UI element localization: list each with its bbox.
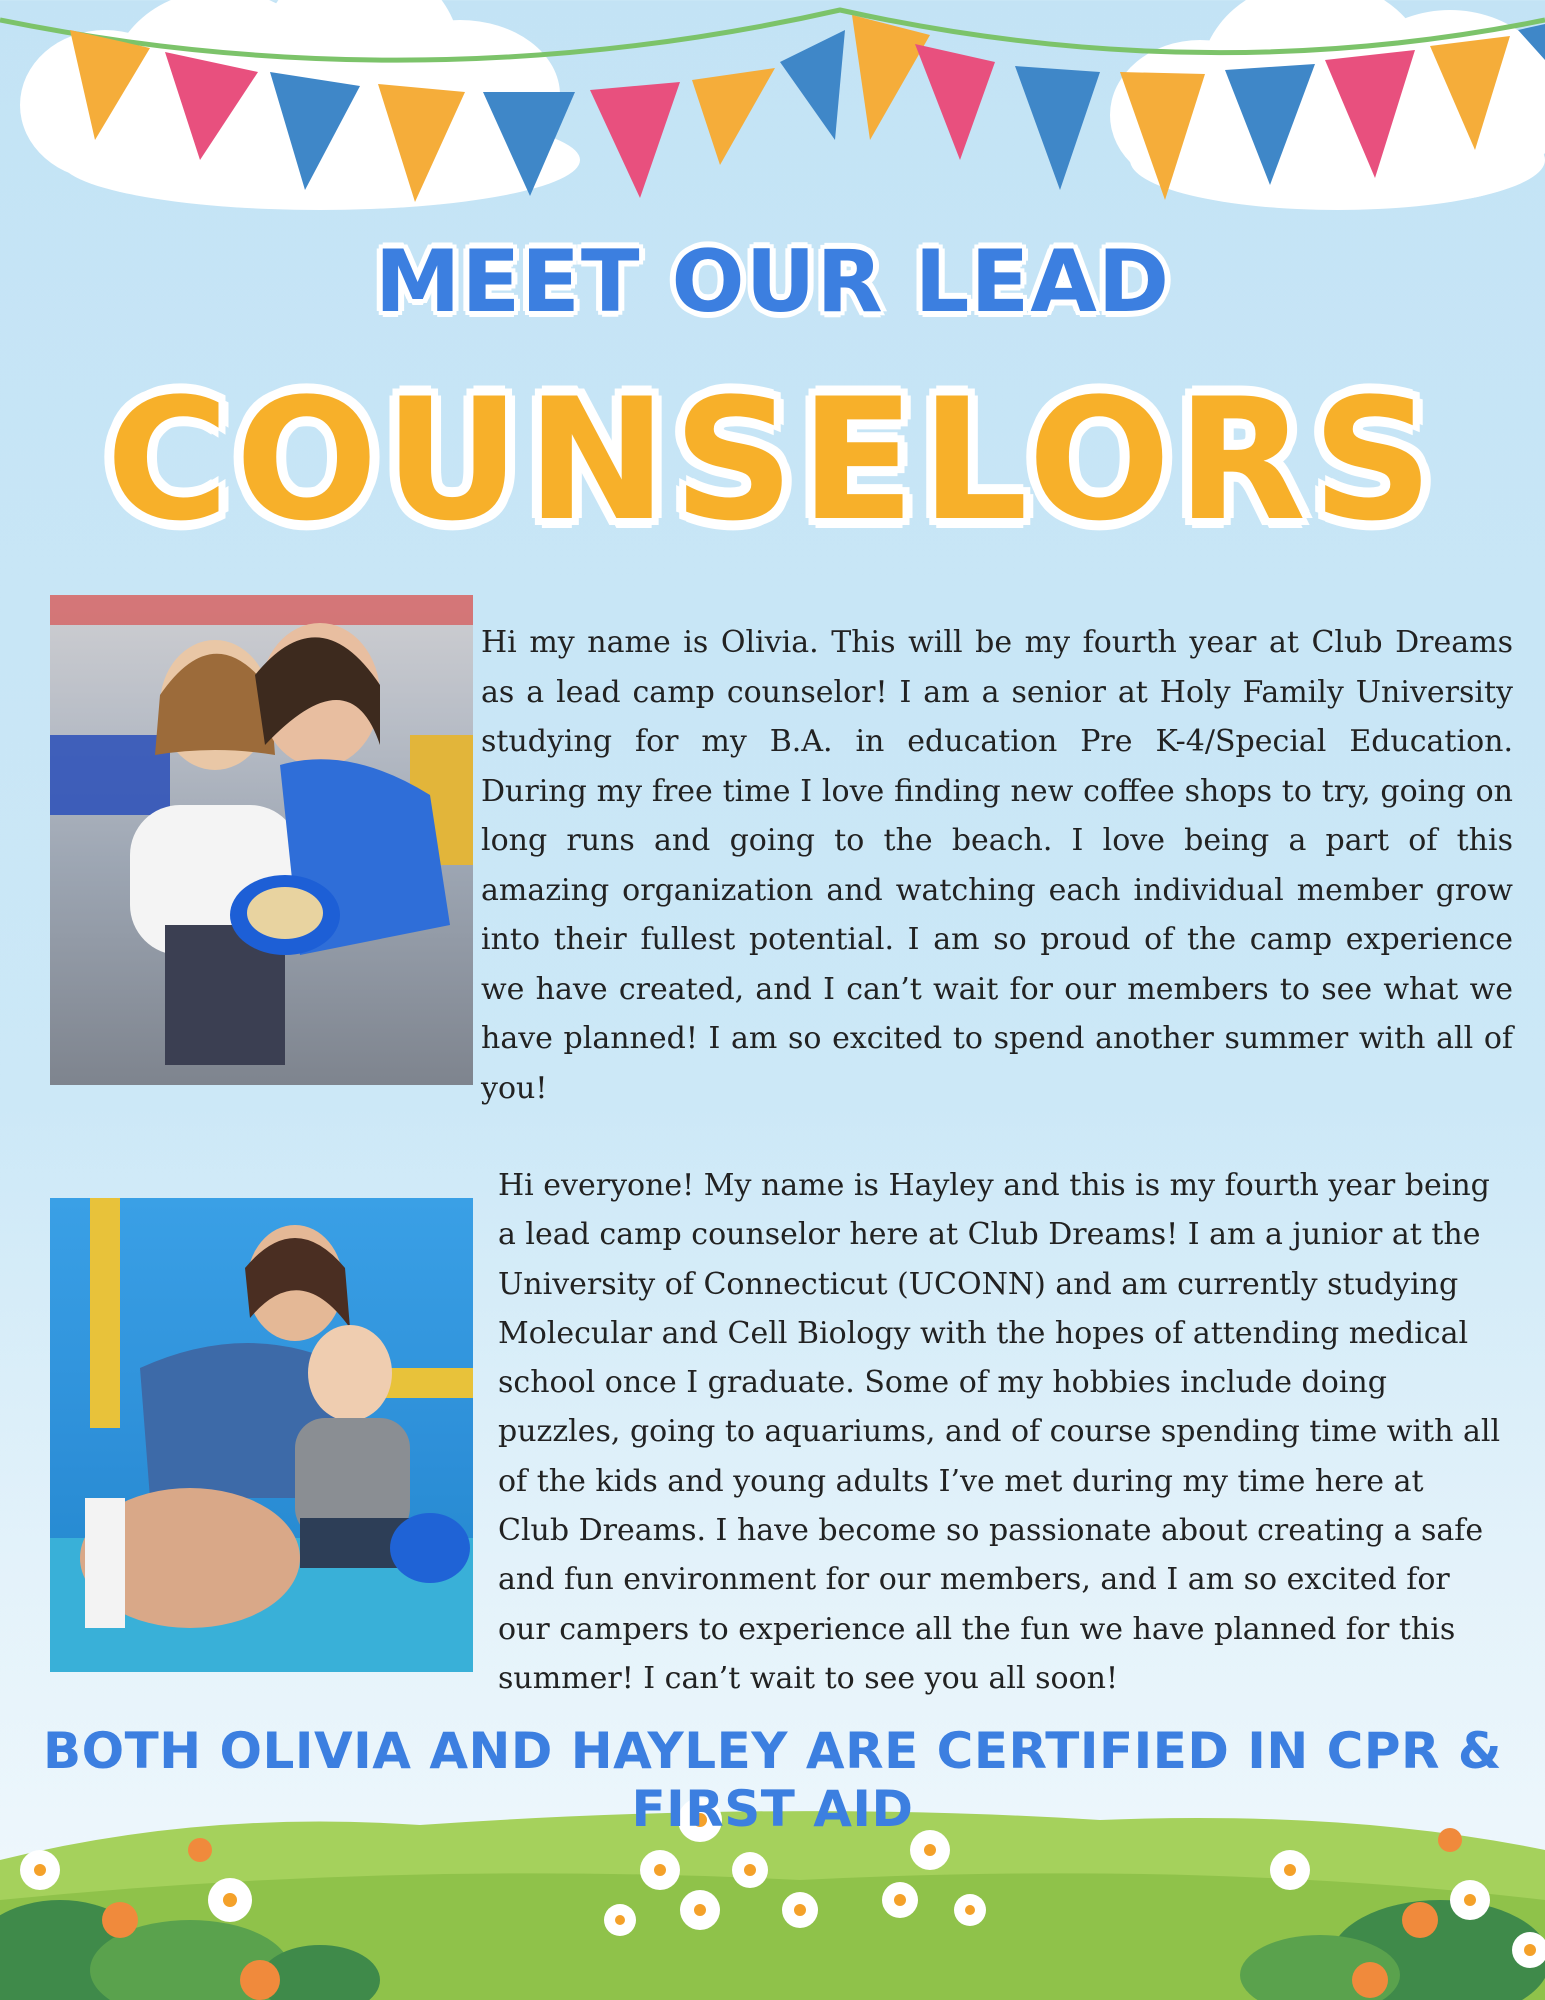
bio-hayley-line: summer! I can’t wait to see you all soon! <box>498 1660 1119 1696</box>
heading-counselors: COUNSELORS <box>105 362 1440 558</box>
bio-hayley <box>498 1161 1508 1703</box>
bio-hayley-line: Club Dreams. I have become so passionate about creating a safe <box>498 1513 1484 1549</box>
photo-olivia <box>50 595 473 1085</box>
bunting-flags <box>0 0 1545 230</box>
bio-olivia: Hi my name is Olivia. This will be my fourth year at Club Dreams as a lead camp counselor! I am a senior at Holy Family University studying for my B.A. in education Pre K-4/Special Education. During my free time I love finding new coffee shops to try, going on long runs and going to the beach. I love being a part of this amazing organization and watching each individual member grow into their fullest potential. I am so proud of the camp experience we have created, and I can’t wait for our members to see what we have planned! I am so excited to spend another summer with all of you! <box>481 625 1513 1106</box>
bio-hayley-line: puzzles, going to aquariums, and of course spending time with all <box>498 1414 1501 1450</box>
bio-hayley-line: University of Connecticut (UCONN) and am currently studying <box>498 1266 1459 1302</box>
bio-hayley-line: and fun environment for our members, and I am so excited for <box>498 1562 1450 1598</box>
bio-hayley-line: Hi everyone! My name is Hayley and this is my fourth year being <box>498 1168 1490 1203</box>
bio-hayley-line: school once I graduate. Some of my hobbies include doing <box>498 1365 1387 1401</box>
heading-meet-our-lead: MEET OUR LEAD <box>374 232 1171 332</box>
bio-hayley-line: a lead camp counselor here at Club Dreams! I am a junior at the <box>498 1217 1481 1253</box>
certification-banner: BOTH OLIVIA AND HAYLEY ARE CERTIFIED IN CPR & FIRST AID <box>43 1722 1502 1838</box>
photo-hayley <box>50 1198 473 1672</box>
bio-hayley-line: Molecular and Cell Biology with the hopes of attending medical <box>498 1315 1469 1351</box>
bio-hayley-line: of the kids and young adults I’ve met during my time here at <box>498 1463 1424 1499</box>
bio-hayley-line: our campers to experience all the fun we have planned for this <box>498 1611 1456 1647</box>
